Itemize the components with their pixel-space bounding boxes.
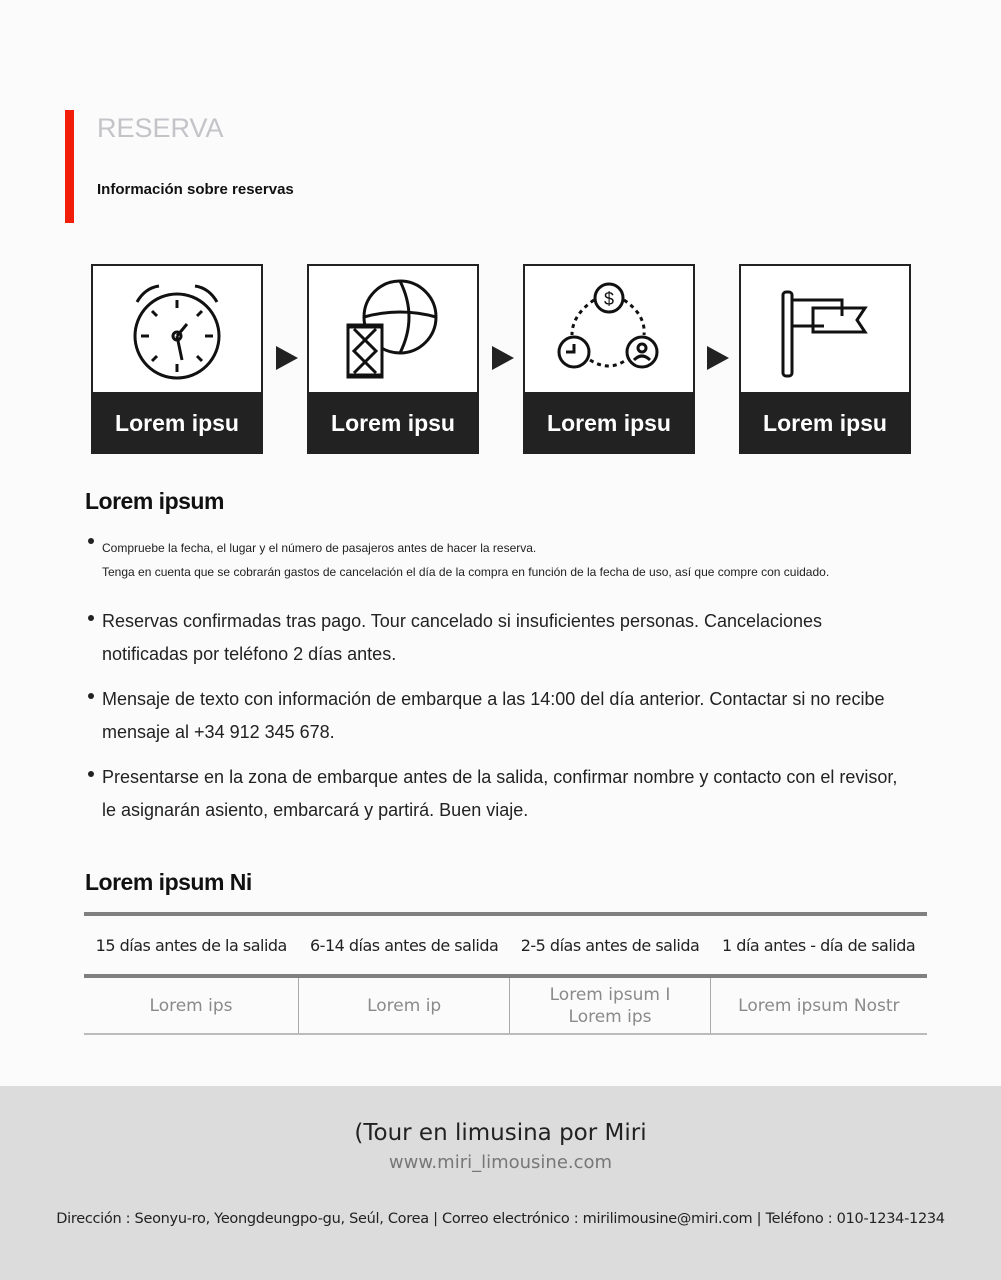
bullet-icon [88,538,94,544]
arrow-right-icon [707,346,729,370]
step-label: Lorem ipsu [523,392,695,454]
bullet-icon [88,771,94,777]
arrow-right-icon [492,346,514,370]
step-2 [307,264,479,454]
step-label: Lorem ipsu [307,392,479,454]
bullet-item: Presentarse en la zona de embarque antes de la salida, confirmar nombre y contacto con el revisor, le asignarán asiento, embarcará y partirá. Buen viaje. [102,767,898,820]
step-label: Lorem ipsu [739,392,911,454]
footer-url[interactable]: www.miri_limousine.com [388,1152,613,1173]
arrow-right-icon [276,346,298,370]
globe-hourglass-icon [309,266,477,393]
accent-bar [65,110,74,223]
footer-title: (Tour en limusina por Miri [354,1120,647,1146]
table-cell: Lorem ips [84,976,299,1034]
section-heading: Lorem ipsum Ni [85,869,252,895]
clock-icon [93,266,261,393]
footer [0,1086,1001,1280]
note-line: Tenga en cuenta que se cobrarán gastos de cancelación el día de la compra en función de la fecha de uso, así que compre con cuidado. [102,565,830,579]
note-line: Compruebe la fecha, el lugar y el número de pasajeros antes de hacer la reserva. [102,541,537,555]
page-title: RESERVA [97,113,224,143]
page-subtitle: Información sobre reservas [97,181,294,198]
table-cell: Lorem ipsum I Lorem ips [510,976,710,1034]
footer-contact: Dirección : Seonyu-ro, Yeongdeungpo-gu, Seúl, Corea | Correo electrónico : mirilimousine@miri.com | Teléfono : 010-1234-1234 [56,1211,945,1227]
svg-text:$: $ [603,288,615,309]
step-3 [523,264,695,454]
payment-cycle-icon [525,266,693,393]
table-cell: Lorem ip [299,976,510,1034]
column-header: 2-5 días antes de salida [510,914,710,976]
step-label: Lorem ipsu [91,392,263,454]
bullet-icon [88,693,94,699]
bullet-item: Reservas confirmadas tras pago. Tour cancelado si insuficientes personas. Cancelaciones notificadas por teléfono 2 días antes. [102,611,823,664]
column-header: 15 días antes de la salida [84,914,299,976]
column-header: 1 día antes - día de salida [710,914,927,976]
bullet-icon [88,615,94,621]
flag-icon [741,266,909,393]
table-cell: Lorem ipsum Nostr [710,976,927,1034]
step-1 [91,264,263,454]
step-4 [739,264,911,454]
table-row [84,976,927,1034]
section-heading: Lorem ipsum [85,488,224,514]
bullet-item: Mensaje de texto con información de embarque a las 14:00 del día anterior. Contactar si no recibe mensaje al +34 912 345 678. [102,689,885,742]
cancellation-table [84,912,927,1035]
column-header: 6-14 días antes de salida [299,914,510,976]
